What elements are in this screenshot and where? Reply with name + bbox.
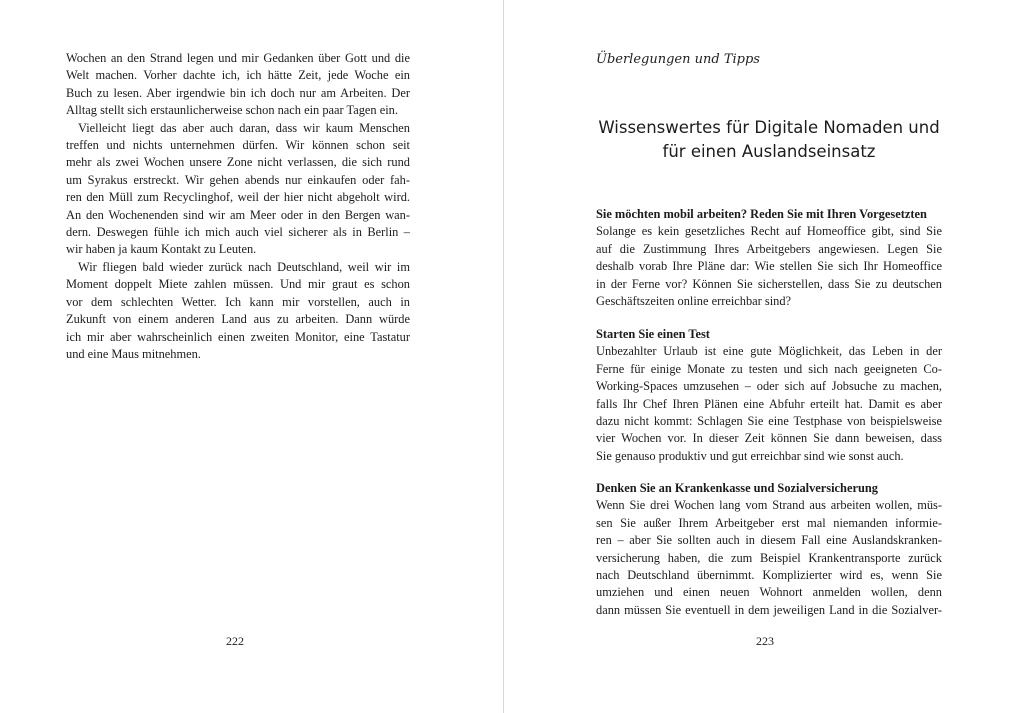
text-line: treffen und nichts unternehmen dürfen. Wir können schon seit — [66, 138, 410, 153]
text-line: Wir fliegen bald wieder zurück nach Deutschland, weil wir im — [78, 259, 410, 274]
paragraph — [66, 50, 410, 120]
text-line: Unbezahlter Urlaub ist eine gute Möglichkeit, das Leben in der — [596, 344, 942, 359]
text-line: An den Wochenenden sind wir am Meer oder in den Bergen wan- — [66, 207, 410, 222]
text-line: dazu nicht kommt: Schlagen Sie eine Testphase von beispielsweise — [596, 414, 942, 429]
left-page-body — [66, 50, 410, 363]
running-head: Überlegungen und Tipps — [596, 52, 760, 67]
section-heading: Denken Sie an Krankenkasse und Sozialversicherung — [596, 481, 878, 495]
text-line: versicherung haben, die zum Beispiel Krankentransporte zurück — [596, 550, 942, 565]
text-line: ich mir aber wahrscheinlich einen zweiten Monitor, eine Tastatur — [66, 329, 410, 344]
section-heading: Sie möchten mobil arbeiten? Reden Sie mit Ihren Vorgesetzten — [596, 207, 927, 221]
text-line: Moment doppelt Miete zahlen müssen. Und mir graut es schon — [66, 277, 410, 292]
text-line: Solange es kein gesetzliches Recht auf Homeoffice gibt, sind Sie — [596, 224, 942, 239]
text-line: Sie genauso produktiv und gut erreichbar sind wie sonst auch. — [596, 448, 904, 463]
text-line: Buch zu lesen. Aber irgendwie bin ich doch nur am Arbeiten. Der — [66, 85, 410, 100]
text-line: um Syrakus erstreckt. Wir gehen abends nur einkaufen oder fah- — [66, 172, 410, 187]
section-heading: Starten Sie einen Test — [596, 327, 710, 341]
text-line: Wochen an den Strand legen und mir Gedanken über Gott und die — [66, 51, 410, 65]
paragraph — [66, 120, 410, 259]
text-line: Vielleicht liegt das aber auch daran, dass wir kaum Menschen — [78, 120, 410, 135]
text-line: Working-Spaces umzusehen – oder sich auf Jobsuche zu machen, — [596, 379, 942, 394]
text-line: umziehen und einen neuen Wohnort anmelden wollen, denn — [596, 585, 942, 600]
section — [596, 480, 942, 619]
text-line: dern. Deswegen fühle ich mich auch viel sicherer als in Berlin – — [66, 225, 410, 240]
text-line: Ferne für einige Monate zu testen und sich nach geeigneten Co- — [596, 361, 942, 376]
right-page — [504, 0, 1020, 713]
text-line: falls Ihr Chef Ihren Plänen eine Abfuhr erteilt hat. Damit es aber — [596, 396, 942, 411]
text-line: deshalb vorab Ihre Pläne dar: Wie stellen Sie sich Ihr Homeoffice — [596, 259, 942, 274]
left-page — [0, 0, 503, 713]
text-line: dann müssen Sie eventuell in dem jeweiligen Land in die Sozialver- — [596, 602, 942, 617]
text-line: sen Sie außer Ihrem Arbeitgeber erst mal niemanden informie- — [596, 515, 942, 530]
text-line: Zukunft von einem anderen Land aus zu arbeiten. Dann würde — [66, 312, 410, 327]
text-line: und eine Maus mitnehmen. — [66, 346, 201, 361]
text-line: vier Wochen vor. In dieser Zeit können Sie dann beweisen, dass — [596, 431, 942, 446]
chapter-title-line: für einen Auslandseinsatz — [662, 142, 876, 161]
chapter-title-line: Wissenswertes für Digitale Nomaden und — [598, 118, 940, 137]
text-line: mehr als zwei Wochen unsere Zone nicht verlassen, die sich rund — [66, 155, 410, 170]
text-line: vor dem schlechten Wetter. Ich kann mir vorstellen, auch in — [66, 294, 410, 309]
text-line: Wenn Sie drei Wochen lang vom Strand aus arbeiten wollen, müs- — [596, 498, 942, 513]
text-line: ren – aber Sie sollten auch in diesem Fall eine Auslandskranken- — [596, 533, 942, 548]
text-line: auf die Zustimmung Ihres Arbeitgebers angewiesen. Legen Sie — [596, 241, 942, 256]
paragraph — [66, 259, 410, 363]
text-line: wir haben ja kaum Kontakt zu Leuten. — [66, 242, 257, 257]
text-line: Geschäftszeiten online erreichbar sind? — [596, 294, 792, 309]
text-line: ren den Müll zum Recyclinghof, weil der hier nicht abgeholt wird. — [66, 190, 410, 205]
section — [596, 326, 942, 465]
page-number: 223 — [756, 634, 774, 648]
text-line: Welt machen. Vorher dachte ich, ich hätte Zeit, jede Woche ein — [66, 68, 410, 83]
text-line: Alltag stellt sich erstaunlicherweise schon nach ein paar Tagen ein. — [66, 103, 398, 118]
section — [596, 206, 942, 310]
text-line: nach Deutschland übernimmt. Komplizierter wird es, wenn Sie — [596, 568, 942, 583]
text-line: in der Ferne vor? Können Sie sicherstellen, dass Sie zu deutschen — [596, 276, 942, 291]
page-number: 222 — [226, 634, 244, 648]
chapter-title — [596, 116, 942, 164]
